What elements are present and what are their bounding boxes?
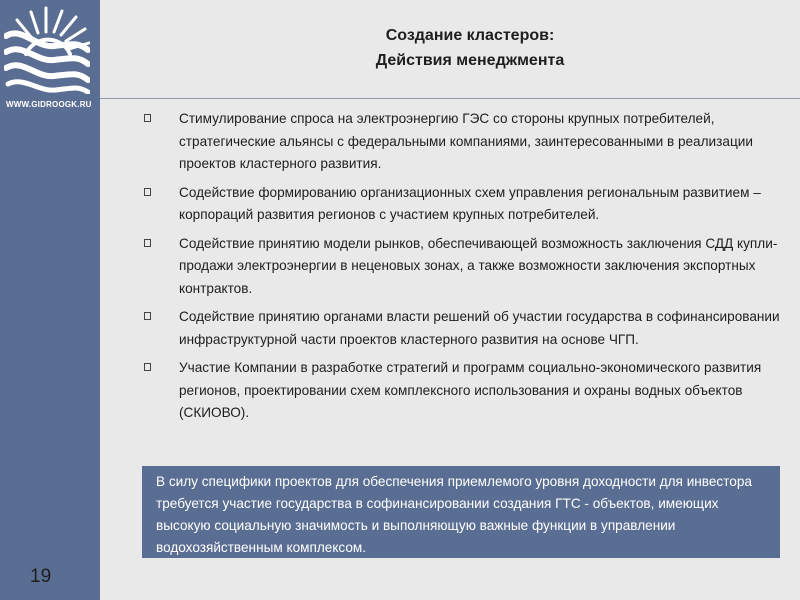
- list-item: [140, 108, 790, 176]
- list-item: [140, 182, 790, 227]
- page-title: [320, 23, 620, 73]
- title-line-1: Создание кластеров:: [385, 27, 555, 44]
- page-number: 19: [30, 566, 52, 587]
- bullet-text: Содействие принятию модели рынков, обеспечивающей возможность заключения СДД купли-продажи электроэнергии в неценовых зонах, а также возможности заключения экспортных контрактов.: [179, 235, 778, 296]
- bullet-text: Участие Компании в разработке стратегий и программ социально-экономического развития регионов, проектировании схем комплексного использования и охраны водных объектов (СКИОВО).: [179, 360, 762, 420]
- list-item: [140, 357, 790, 425]
- bullet-list: [140, 108, 790, 431]
- callout-box: [142, 466, 780, 558]
- website-link[interactable]: WWW.GIDROOGK.RU: [6, 100, 92, 109]
- title-line-2: Действия менеджмента: [375, 52, 565, 69]
- bullet-text: Содействие формированию организационных схем управления региональным развитием – корпораций развития регионов с участием крупных потребителей.: [179, 184, 761, 222]
- square-bullet-icon: [144, 239, 151, 247]
- bullet-text: Содействие принятию органами власти решений об участии государства в софинансировании инфраструктурной части проектов кластерного развития на основе ЧГП.: [179, 309, 780, 347]
- list-item: [140, 233, 790, 301]
- square-bullet-icon: [144, 312, 151, 320]
- sun-waves-logo-icon: [4, 2, 90, 94]
- square-bullet-icon: [144, 188, 151, 196]
- divider: [100, 98, 800, 99]
- bullet-text: Стимулирование спроса на электроэнергию ГЭС со стороны крупных потребителей, стратегические альянсы с федеральными компаниями, заинтересованными в реализации проектов кластерного развития.: [179, 111, 753, 171]
- list-item: [140, 306, 790, 351]
- square-bullet-icon: [144, 114, 151, 122]
- square-bullet-icon: [144, 363, 151, 371]
- callout-text: В силу специфики проектов для обеспечения приемлемого уровня доходности для инвестора требуется участие государства в софинансировании создания ГТС - объектов, имеющих высокую социальную значимость и выполняющую важные функции в управлении водохозяйственным комплексом.: [156, 474, 752, 555]
- sidebar: [0, 0, 100, 600]
